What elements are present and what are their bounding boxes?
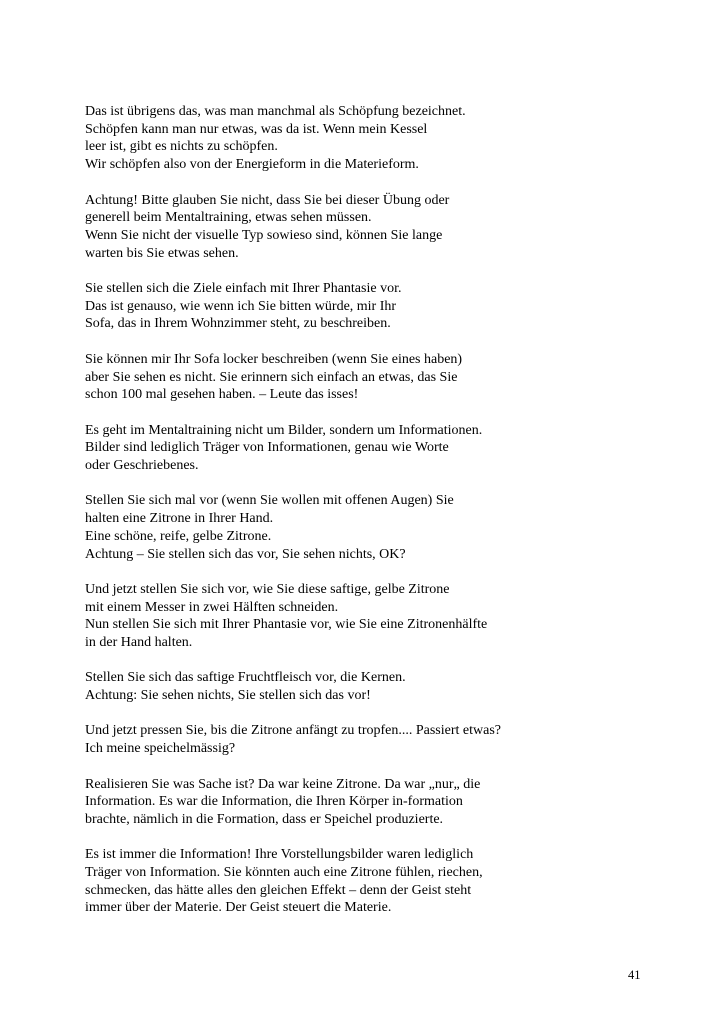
text-line: Achtung! Bitte glauben Sie nicht, dass Sie bei dieser Übung oder [85,192,450,208]
text-line: Realisieren Sie was Sache ist? Da war keine Zitrone. Da war „nur„ die [85,776,481,792]
text-line: schon 100 mal gesehen haben. – Leute das isses! [85,387,359,403]
text-line: Eine schöne, reife, gelbe Zitrone. [85,528,272,544]
text-line: halten eine Zitrone in Ihrer Hand. [85,511,274,527]
text-line: Bilder sind lediglich Träger von Informationen, genau wie Worte [85,440,449,456]
text-line: Stellen Sie sich mal vor (wenn Sie wollen mit offenen Augen) Sie [85,493,454,509]
text-line: Stellen Sie sich das saftige Fruchtfleisch vor, die Kernen. [85,670,406,686]
text-line: Sofa, das in Ihrem Wohnzimmer steht, zu beschreiben. [85,316,391,332]
paragraph-3 [85,280,685,333]
text-line: Sie können mir Ihr Sofa locker beschreiben (wenn Sie eines haben) [85,351,463,367]
paragraph-9 [85,722,685,757]
text-line: in der Hand halten. [85,635,193,650]
text-line: Es geht im Mentaltraining nicht um Bilder, sondern um Informationen. [85,422,483,438]
text-line: oder Geschriebenes. [85,458,199,473]
text-line: Wir schöpfen also von der Energieform in die Materieform. [85,157,419,173]
text-line: Das ist übrigens das, was man manchmal als Schöpfung bezeichnet. [85,104,466,119]
text-line: leer ist, gibt es nichts zu schöpfen. [85,139,278,155]
page-body [85,103,685,935]
text-line: brachte, nämlich in die Formation, dass er Speichel produzierte. [85,811,444,827]
text-line: Und jetzt pressen Sie, bis die Zitrone anfängt zu tropfen.... Passiert etwas? [85,723,501,739]
text-line: generell beim Mentaltraining, etwas sehen müssen. [85,210,372,226]
text-line: immer über der Materie. Der Geist steuert die Materie. [85,900,392,916]
text-line: Wenn Sie nicht der visuelle Typ sowieso sind, können Sie lange [85,227,443,243]
text-line: Das ist genauso, wie wenn ich Sie bitten würde, mir Ihr [85,298,397,314]
paragraph-10 [85,776,685,829]
paragraph-2 [85,192,685,263]
paragraph-4 [85,351,685,404]
text-line: Träger von Information. Sie könnten auch eine Zitrone fühlen, riechen, [85,865,483,881]
text-line: Achtung – Sie stellen sich das vor, Sie sehen nichts, OK? [85,546,406,562]
text-line: Achtung: Sie sehen nichts, Sie stellen sich das vor! [85,688,371,704]
paragraph-6 [85,492,685,563]
text-line: aber Sie sehen es nicht. Sie erinnern sich einfach an etwas, das Sie [85,369,458,385]
text-line: warten bis Sie etwas sehen. [85,245,239,261]
paragraph-1 [85,103,685,174]
text-line: Schöpfen kann man nur etwas, was da ist. Wenn mein Kessel [85,121,428,137]
text-line: mit einem Messer in zwei Hälften schneiden. [85,599,339,615]
paragraph-11 [85,846,685,917]
page-number: 41 [628,968,641,982]
text-line: schmecken, das hätte alles den gleichen Effekt – denn der Geist steht [85,882,472,898]
text-line: Sie stellen sich die Ziele einfach mit Ihrer Phantasie vor. [85,281,402,296]
paragraph-5 [85,422,685,475]
paragraph-8 [85,669,685,704]
text-line: Ich meine speichelmässig? [85,741,236,757]
text-line: Es ist immer die Information! Ihre Vorstellungsbilder waren lediglich [85,847,474,863]
text-line: Und jetzt stellen Sie sich vor, wie Sie diese saftige, gelbe Zitrone [85,581,450,597]
paragraph-7 [85,581,685,652]
text-line: Nun stellen Sie sich mit Ihrer Phantasie vor, wie Sie eine Zitronenhälfte [85,617,488,633]
text-line: Information. Es war die Information, die Ihren Körper in-formation [85,794,463,810]
